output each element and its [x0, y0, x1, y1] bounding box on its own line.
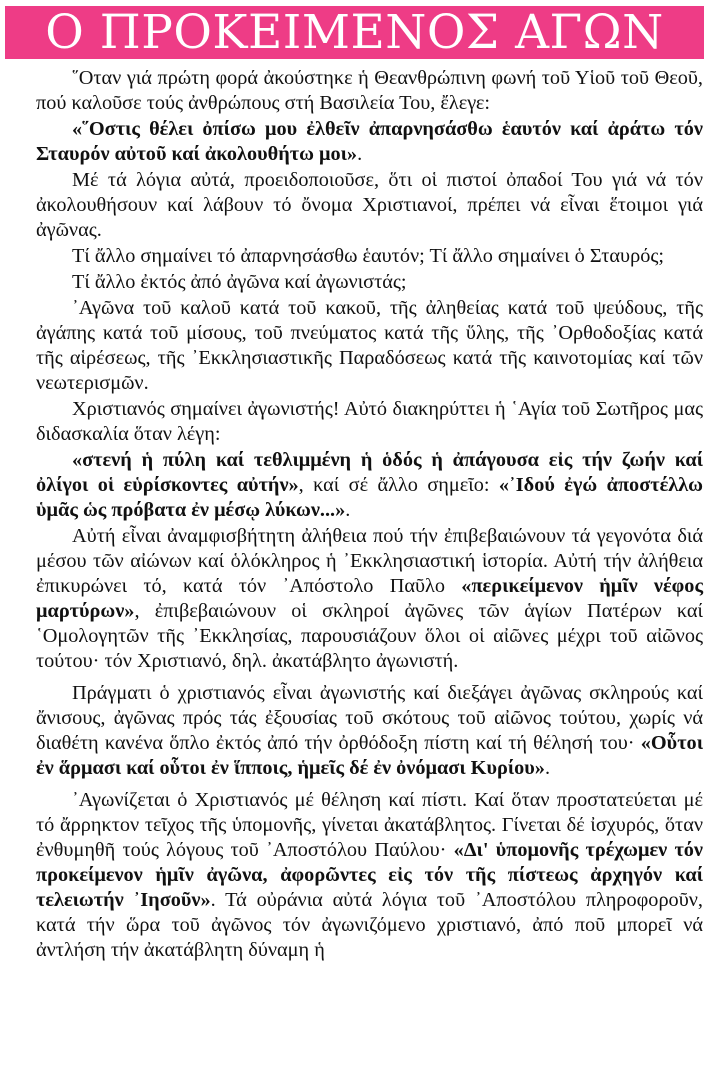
paragraph: ᾿Αγῶνα τοῦ καλοῦ κατά τοῦ κακοῦ, τῆς ἀληθείας κατά τοῦ ψεύδους, τῆς ἀγάπης κατά τοῦ μίσους, τοῦ πνεύματος κατά τῆς ὕλης, τῆς ᾿Ορθοδοξίας κατά τῆς αἱρέσεως, τῆς ᾿Εκκλησιαστικῆς Παραδόσεως κατά τῆς καινοτομίας καί τῶν νεωτερισμῶν.: [36, 297, 703, 394]
quote: «στενή ἡ πύλη καί τεθλιμμένη ἡ ὁδός ἡ ἀπάγουσα εἰς τήν ζωήν καί ὀλίγοι οἱ εὑρίσκοντες αὐτήν»: [36, 449, 703, 496]
quote: «῞Οστις θέλει ὀπίσω μου ἐλθεῖν ἀπαρνησάσθω ἑαυτόν καί ἀράτω τόν Σταυρόν αὐτοῦ καί ἀκολουθήτω μοι»: [36, 118, 703, 165]
paragraph: Μέ τά λόγια αὐτά, προειδοποιοῦσε, ὅτι οἱ πιστοί ὀπαδοί Του γιά νά τόν ἀκολουθήσουν καί λάβουν τό ὄνομα Χριστιανοί, πρέπει νά εἶναι ἕτοιμοι γιά ἀγῶνας.: [36, 169, 703, 241]
paragraph: Αὐτή εἶναι ἀναμφισβήτητη ἀλήθεια πού τήν ἐπιβεβαιώνουν τά γεγονότα διά μέσου τῶν αἰώνων καί ὁλόκληρος ἡ ᾿Εκκλησιαστική ἱστορία. Αὐτή τήν ἀλήθεια ἐπικυρώνει τό, κατά τόν ᾿Απόστολο Παῦλο «περικείμενον ἡμῖν νέφος μαρτύρων», ἐπιβεβαιώνουν οἱ σκληροί ἀγῶνες τῶν ἁγίων Πατέρων καί ῾Ομολογητῶν τῆς ᾿Εκκλησίας, παρουσιάζουν ὅλοι οἱ αἰῶνες μέχρι τοῦ αἰῶνος τούτου· τόν Χριστιανό, δηλ. ἀκατάβλητο ἀγωνιστή.: [36, 525, 703, 672]
paragraph: Πράγματι ὁ χριστιανός εἶναι ἀγωνιστής καί διεξάγει ἀγῶνας σκληρούς καί ἄνισους, ἀγῶνας πρός τάς ἐξουσίας τοῦ σκότους τοῦ αἰῶνος τούτου, χωρίς νά διαθέτη κανένα ὅπλο ἐκτός ἀπό τήν ὀρθόδοξη πίστη καί τή θέλησή του· «Οὗτοι ἐν ἅρμασι καί οὗτοι ἐν ἵπποις, ἡμεῖς δέ ἐν ὀνόμασι Κυρίου».: [36, 682, 703, 779]
paragraph: Τί ἄλλο ἐκτός ἀπό ἀγῶνα καί ἀγωνιστάς;: [72, 271, 407, 293]
quote: «περικείμενον ἡμῖν νέφος μαρτύρων»: [36, 575, 703, 622]
quote: «Οὗτοι ἐν ἅρμασι καί οὗτοι ἐν ἵπποις, ἡμεῖς δέ ἐν ὀνόμασι Κυρίου»: [36, 732, 703, 779]
paragraph: ᾿Αγωνίζεται ὁ Χριστιανός μέ θέληση καί πίστι. Καί ὅταν προστατεύεται μέ τό ἄρρηκτον τεῖχος τῆς ὑπομονῆς, γίνεται ἀκατάβλητος. Γίνεται δέ ἰσχυρός, ὅταν ἐνθυμηθῆ τούς λόγους τοῦ ᾿Αποστόλου Παύλου· «Δι' ὑπομονῆς τρέχωμεν τόν προκείμενον ἡμῖν ἀγῶνα, ἀφορῶντες εἰς τόν τῆς πίστεως ἀρχηγόν καί τελειωτήν ᾿Ιησοῦν». Τά οὐράνια αὐτά λόγια τοῦ ᾿Αποστόλου πληροφοροῦν, κατά τήν ὥρα τοῦ ἀγῶνος τόν ἀγωνιζόμενο χριστιανό, ἀπό ποῦ μπορεῖ νά ἀντλήση τήν ἀκατάβλητη δύναμη ἡ: [36, 789, 703, 961]
title-banner: [5, 6, 704, 59]
paragraph: «στενή ἡ πύλη καί τεθλιμμένη ἡ ὁδός ἡ ἀπάγουσα εἰς τήν ζωήν καί ὀλίγοι οἱ εὑρίσκοντες αὐτήν», καί σέ ἄλλο σημεῖο: «᾿Ιδού ἐγώ ἀποστέλλω ὑμᾶς ὡς πρόβατα ἐν μέσῳ λύκων...».: [36, 449, 703, 521]
page-title: Ο ΠΡΟΚΕΙΜΕΝΟΣ ΑΓΩΝ: [45, 5, 664, 60]
paragraph: ῞Οταν γιά πρώτη φορά ἀκούστηκε ἡ Θεανθρώπινη φωνή τοῦ Υἱοῦ τοῦ Θεοῦ, πού καλοῦσε τούς ἀνθρώπους στή Βασιλεία Του, ἔλεγε:: [36, 67, 703, 114]
article-body: [36, 66, 703, 964]
quote: «᾿Ιδού ἐγώ ἀποστέλλω ὑμᾶς ὡς πρόβατα ἐν μέσῳ λύκων...»: [36, 474, 703, 521]
paragraph: «῞Οστις θέλει ὀπίσω μου ἐλθεῖν ἀπαρνησάσθω ἑαυτόν καί ἀράτω τόν Σταυρόν αὐτοῦ καί ἀκολουθήτω μοι».: [36, 118, 703, 165]
paragraph: Χριστιανός σημαίνει ἀγωνιστής! Αὐτό διακηρύττει ἡ ῾Αγία τοῦ Σωτῆρος μας διδασκαλία ὅταν λέγη:: [36, 398, 703, 445]
paragraph: Τί ἄλλο σημαίνει τό ἀπαρνησάσθω ἑαυτόν; Τί ἄλλο σημαίνει ὁ Σταυρός;: [72, 245, 665, 267]
quote: «Δι' ὑπομονῆς τρέχωμεν τόν προκείμενον ἡμῖν ἀγῶνα, ἀφορῶντες εἰς τόν τῆς πίστεως ἀρχηγόν καί τελειωτήν ᾿Ιησοῦν»: [36, 839, 703, 911]
